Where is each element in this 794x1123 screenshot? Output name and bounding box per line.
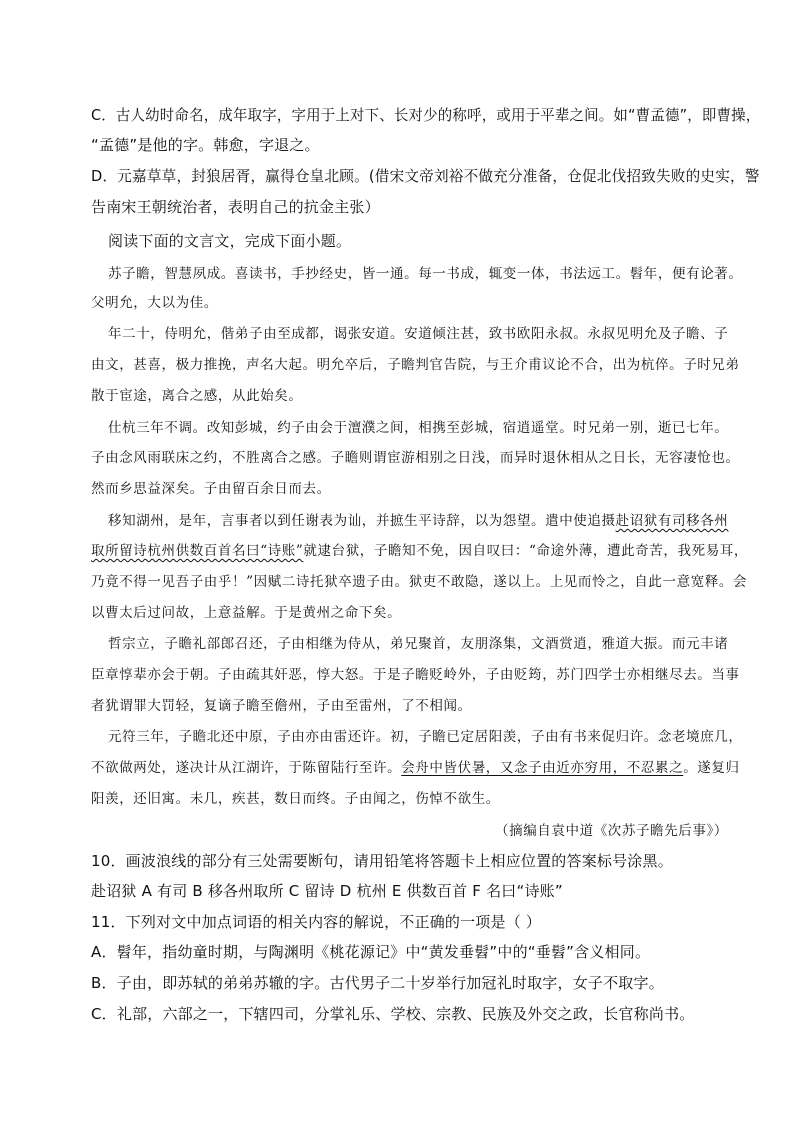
passage-p4-line-2 (91, 539, 748, 559)
passage-p2-line-3: 散于宦途，离合之感，从此始矣。 (91, 388, 303, 404)
passage-p5-line-1: 哲宗立，子瞻礼部郎召还，子由相继为侍从，弟兄聚首，友朋涤集，文酒赏逍，雅道大振。而元丰诸 (108, 636, 729, 652)
option-d-line-1: D．元嘉草草，封狼居胥，赢得仓皇北顾。(借宋文帝刘裕不做充分准备，仓促北伐招致失败的史实，警 (91, 167, 760, 185)
passage-p2-line-1: 年二十，侍明允，偕弟子由至成都，谒张安道。安道倾注甚，致书欧阳永叔。永叔见明允及子瞻、子 (108, 326, 729, 342)
passage-p4-line-4: 以曹太后过问故，上意益解。于是黄州之命下矣。 (91, 605, 402, 621)
passage-p2-line-2: 由文，甚喜，极力推挽，声名大起。明允卒后，子瞻判官告院，与王介甫议论不合，出为杭倅。子时兄弟 (91, 357, 740, 373)
passage-p4-line-1-text: 移知湖州，是年，言事者以到任谢表为讪，并摭生平诗辞，以为怨望。遣中使追摄 (108, 513, 616, 529)
wavy-underlined-segment-2: 取所留诗杭州供数百首名曰“诗账” (91, 543, 304, 559)
passage-p6-line-1: 元符三年，子瞻北还中原，子由亦由雷还许。初，子瞻已定居阳羡，子由有书来促归许。念老境庶几， (108, 729, 743, 745)
passage-p6-line-3: 阳羡，还旧寓。未几，疾甚，数日而终。子由闻之，伤悼不欲生。 (91, 791, 500, 807)
passage-p6-line-2-text: 不欲做两处，遂决计从江湖许，于陈留陆行至许。 (91, 760, 402, 776)
question-10-options: 赴诏狱 A 有司 B 移各州取所 C 留诗 D 杭州 E 供数百首 F 名曰“诗账” (91, 882, 563, 900)
wavy-underlined-segment-1: 赴诏狱有司移各州 (615, 513, 729, 529)
passage-p6-line-2-tail: 。遂复归 (683, 760, 740, 776)
underlined-sentence: 会舟中皆伏暑，又念子由近亦穷用，不忍累之 (401, 760, 684, 776)
question-11-option-a: A．髫年，指幼童时期，与陶渊明《桃花源记》中“黄发垂髫”中的“垂髫”含义相同。 (91, 943, 651, 961)
option-c-line-1: C．古人幼时命名，成年取字，字用于上对下、长对少的称呼，或用于平辈之间。如“曹孟德”，即曹操， (91, 106, 761, 124)
passage-p1-line-2: 父明允，大以为佳。 (91, 295, 218, 311)
option-c-line-2: “孟德”是他的字。韩愈，字退之。 (91, 136, 320, 154)
passage-p3-line-1: 仕杭三年不调。改知彭城，约子由会于澶濮之间，相携至彭城，宿逍遥堂。时兄弟一别，逝已七年。 (108, 420, 729, 436)
question-11-option-c: C．礼部，六部之一，下辖四司，分掌礼乐、学校、宗教、民族及外交之政，长官称尚书。 (91, 1005, 695, 1023)
passage-p6-line-2 (91, 756, 740, 776)
passage-p3-line-2: 子由念风雨联床之约，不胜离合之感。子瞻则谓宦游相别之日浅，而异时退休相从之日长，无容凄怆也。 (91, 450, 740, 466)
passage-p1-line-1: 苏子瞻，智慧夙成。喜读书，手抄经史，皆一通。每一书成，辄变一体，书法远工。髫年，便有论著。 (108, 266, 743, 282)
question-11-option-b: B．子由，即苏轼的弟弟苏辙的字。古代男子二十岁举行加冠礼时取字，女子不取字。 (91, 974, 664, 992)
passage-source: （摘编自袁中道《次苏子瞻先后事》） (495, 823, 728, 839)
reading-instruction: 阅读下面的文言文，完成下面小题。 (108, 232, 352, 250)
passage-p4-line-1 (108, 509, 728, 529)
question-11: 11．下列对文中加点词语的相关内容的解说，不正确的一项是（ ） (91, 913, 542, 931)
passage-p5-line-3: 者犹谓罪大罚轻，复谪子瞻至儋州，子由至雷州，了不相闻。 (91, 698, 472, 714)
option-d-line-2: 告南宋王朝统治者，表明自己的抗金主张） (91, 198, 380, 216)
passage-p4-line-3: 乃竟不得一见吾子由乎！”因赋二诗托狱卒遗子由。狱吏不敢隐，遂以上。上见而怜之，自此一意宽释。会 (91, 574, 748, 590)
passage-p4-line-2-text: 就逮台狱，子瞻知不免，因自叹曰：“命途外薄，遭此奇苦，我死易耳， (303, 543, 749, 559)
passage-p3-line-3: 然而乡思益深矣。子由留百余日而去。 (91, 481, 331, 497)
question-10: 10．画波浪线的部分有三处需要断句，请用铅笔将答题卡上相应位置的答案标号涂黑。 (91, 852, 673, 870)
passage-p5-line-2: 臣章惇辈亦会于朝。子由疏其奸恶，惇大怒。于是子瞻贬岭外，子由贬筠，苏门四学士亦相继尽去。当事 (91, 667, 740, 683)
